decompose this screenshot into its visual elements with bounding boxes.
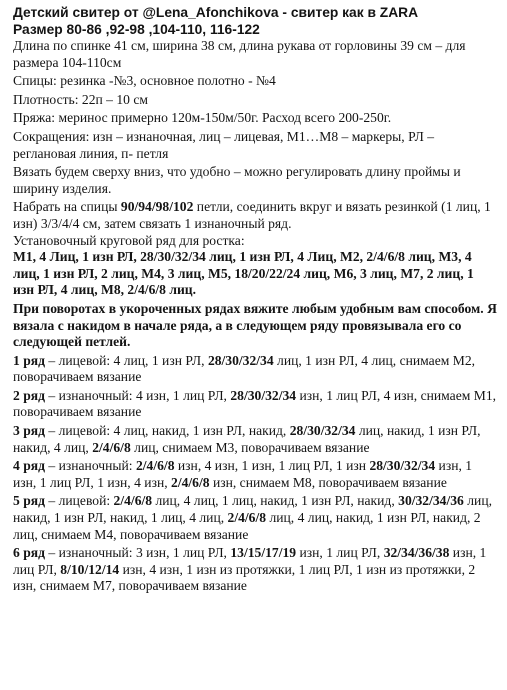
row-text: изн, 1 лиц РЛ, <box>13 545 487 577</box>
stitch-count: 2/4/6/8 <box>113 493 153 509</box>
row-text: лиц, снимаем М3, поворачиваем вязание <box>130 439 370 455</box>
row-instruction <box>13 545 497 595</box>
gauge-text: Плотность: 22п – 10 см <box>13 91 149 107</box>
document-title: Детский свитер от @Lena_Afonchikova - свитер как в ZARA <box>13 5 419 20</box>
stitch-count: 28/30/32/34 <box>230 387 297 403</box>
row-text: изн, 1 лиц РЛ, 4 изн, снимаем М1, поворачиваем вязание <box>13 387 497 420</box>
row-text: изн, 4 изн, 1 изн, 1 лиц РЛ, 1 изн <box>174 458 370 474</box>
cast-on-count: 90/94/98/102 <box>120 199 194 215</box>
row-label: 2 ряд <box>13 387 45 403</box>
setup-row-text: М1, 4 Лиц, 1 изн РЛ, 28/30/32/34 лиц, 1 изн РЛ, 4 Лиц, М2, 2/4/6/8 лиц, М3, 4 лиц, 1 изн РЛ, 2 лиц, М4, 3 лиц, М5, 18/20/22/24 лиц, М6, 3 лиц, М7, 2 лиц, 1 изн РЛ, 4 лиц, М8, 2/4/6/8 лиц. <box>13 249 474 298</box>
stitch-count: 30/32/34/36 <box>398 493 464 509</box>
row-text: лиц, 4 лиц, накид, 1 изн РЛ, накид, 2 лиц, снимаем М4, поворачиваем вязание <box>13 510 481 542</box>
cut-off-next-line <box>13 595 497 603</box>
dimensions-text: Длина по спинке 41 см, ширина 38 см, длина рукава от горловины 39 см – для размера 104-110см <box>13 38 466 70</box>
row-text: лиц, накид, 1 изн РЛ, накид, 1 лиц, 4 лиц, <box>13 493 492 526</box>
row-text: – изнаночный: <box>45 458 136 474</box>
cast-on-paragraph <box>13 199 497 232</box>
rows-list <box>13 353 497 595</box>
row-text: – изнаночный: 3 изн, 1 лиц РЛ, <box>45 545 231 561</box>
row-label: 3 ряд <box>13 423 45 439</box>
stitch-count: 2/4/6/8 <box>135 458 175 474</box>
yarn-text: Пряжа: меринос примерно 120м-150м/50г. Расход всего 200-250г. <box>13 110 392 126</box>
stitch-count: 28/30/32/34 <box>369 458 436 474</box>
abbreviations-text: Сокращения: изн – изнаночная, лиц – лицевая, М1…М8 – маркеры, РЛ – реглановая линия, п- петля <box>13 128 435 161</box>
intro-text: Вязать будем сверху вниз, что удобно – можно регулировать длину проймы и ширину изделия. <box>13 164 461 196</box>
stitch-count: 2/4/6/8 <box>92 439 131 455</box>
stitch-count: 28/30/32/34 <box>289 423 356 439</box>
cast-on-before: Набрать на спицы <box>13 199 121 215</box>
cast-on-after: петли, соединить вкруг и вязать резинкой (1 лиц, 1 изн) 3/3/4/4 см, затем связать 1 изнаночный ряд. <box>13 199 491 231</box>
row-instruction <box>13 458 497 491</box>
stitch-count: 2/4/6/8 <box>227 510 267 526</box>
row-text: лиц, 4 лиц, 1 лиц, накид, 1 изн РЛ, накид, <box>152 493 399 509</box>
row-label: 1 ряд <box>13 352 45 368</box>
row-instruction <box>13 423 497 456</box>
row-text: лиц, накид, 1 изн РЛ, накид, 4 лиц, <box>13 423 481 455</box>
row-label: 5 ряд <box>13 493 45 509</box>
row-text: – изнаночный: 4 изн, 1 лиц РЛ, <box>45 387 231 403</box>
row-instruction <box>13 388 497 421</box>
row-instruction <box>13 353 497 386</box>
stitch-count: 32/34/36/38 <box>383 545 450 561</box>
row-text: – лицевой: 4 лиц, накид, 1 изн РЛ, накид, <box>45 423 290 439</box>
stitch-count: 13/15/17/19 <box>230 545 297 561</box>
row-text: изн, снимаем М8, поворачиваем вязание <box>209 474 447 490</box>
needles-text: Спицы: резинка -№3, основное полотно - №4 <box>13 73 276 89</box>
size-range: Размер 80-86 ,92-98 ,104-110, 116-122 <box>13 22 260 37</box>
row-text: изн, 1 изн, 1 лиц РЛ, 1 изн, 4 изн, <box>13 458 473 490</box>
stitch-count: 28/30/32/34 <box>207 352 274 368</box>
stitch-count: 2/4/6/8 <box>171 474 210 490</box>
row-instruction <box>13 493 497 543</box>
row-text: – лицевой: <box>45 493 114 509</box>
row-label: 4 ряд <box>13 458 45 474</box>
row-text: изн, 4 изн, 1 изн из протяжки, 1 лиц РЛ, 1 изн из протяжки, 2 изн, снимаем М7, поворачиваем вязание <box>13 561 476 594</box>
turn-note: При поворотах в укороченных рядах вяжите любым удобным вам способом. Я вязала с накидом в начале ряда, а в следующем ряду провязывала его со следующей петлей. <box>13 300 497 350</box>
stitch-count: 8/10/12/14 <box>60 561 120 577</box>
setup-heading: Установочный круговой ряд для ростка: <box>13 232 245 248</box>
row-text: лиц, 1 изн РЛ, 4 лиц, снимаем М2, поворачиваем вязание <box>13 352 476 385</box>
row-label: 6 ряд <box>13 545 45 561</box>
row-text: изн, 1 лиц РЛ, <box>296 545 384 561</box>
row-text: – лицевой: 4 лиц, 1 изн РЛ, <box>45 352 208 368</box>
